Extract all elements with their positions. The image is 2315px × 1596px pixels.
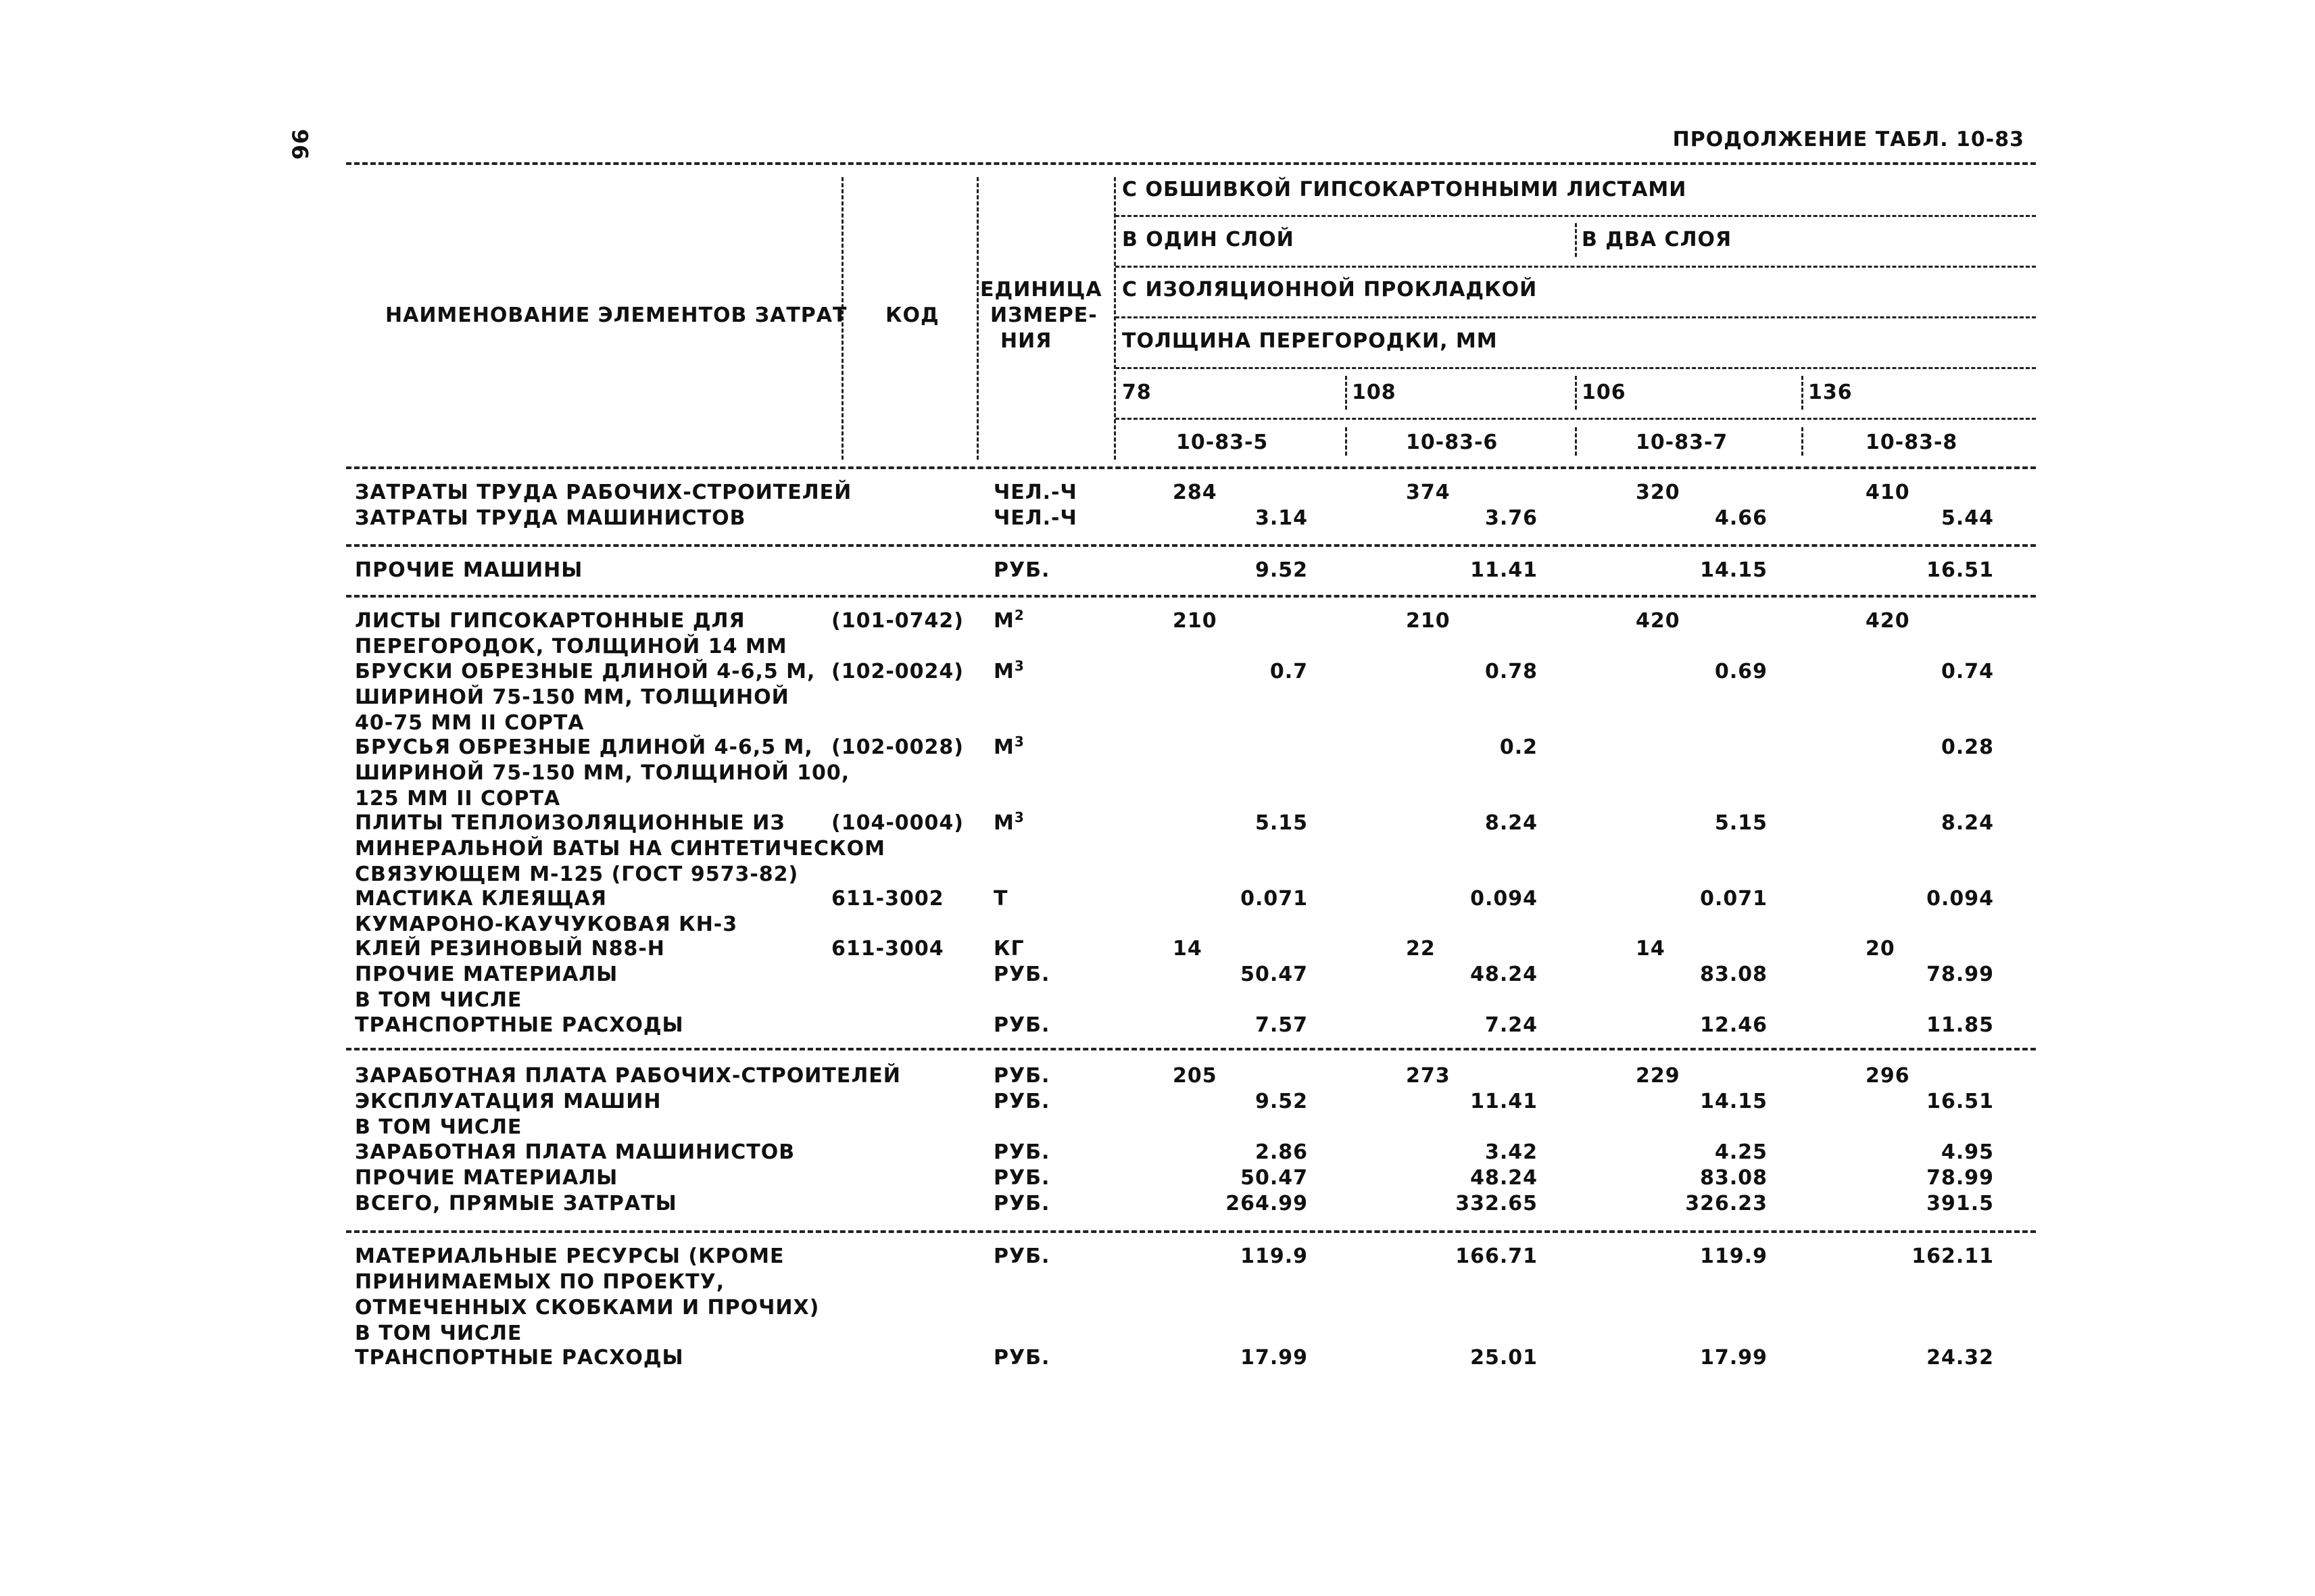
row-value: 0.69 (1714, 660, 1768, 683)
row-value: 0.7 (1269, 660, 1308, 683)
row-value: 0.094 (1926, 887, 1994, 911)
row-value: 119.9 (1240, 1244, 1308, 1268)
row-value: 5.15 (1254, 811, 1308, 835)
row-unit: РУБ. (994, 1192, 1050, 1215)
header-rule (1115, 266, 2036, 268)
header-rule (1115, 418, 2036, 420)
row-value: 48.24 (1470, 963, 1538, 986)
row-value: 14 (1636, 937, 1665, 961)
row-unit: РУБ. (994, 1166, 1050, 1190)
row-value: 20 (1866, 937, 1895, 961)
row-value: 11.85 (1926, 1013, 1994, 1037)
row-value: 14.15 (1700, 1090, 1768, 1113)
row-value: 16.51 (1926, 558, 1994, 582)
row-value: 332.65 (1455, 1192, 1538, 1215)
row-value: 0.071 (1240, 887, 1308, 911)
row-name: ЗАТРАТЫ ТРУДА МАШИНИСТОВ (355, 506, 746, 530)
row-unit: РУБ. (994, 963, 1050, 986)
row-unit: ЧЕЛ.-Ч (994, 481, 1077, 504)
row-value: 0.2 (1499, 735, 1538, 759)
header-unit: ЕДИНИЦА (980, 278, 1102, 301)
row-code: (102-0024) (831, 660, 964, 683)
row-value: 11.41 (1470, 1090, 1538, 1113)
row-name: ПРОЧИЕ МАТЕРИАЛЫ (355, 963, 618, 986)
header-rule (1115, 215, 2036, 217)
row-value: 410 (1866, 481, 1910, 504)
row-value: 326.23 (1685, 1192, 1768, 1215)
row-name: ЭКСПЛУАТАЦИЯ МАШИН (355, 1090, 662, 1113)
column-divider (977, 177, 979, 460)
header-top-rule (346, 162, 2036, 165)
header-code-number: 10-83-6 (1406, 431, 1498, 454)
row-unit: $М^3$ (994, 733, 1025, 759)
row-name: 125 ММ II СОРТА (355, 787, 561, 811)
row-unit: РУБ. (994, 1090, 1050, 1113)
row-value: 0.094 (1470, 887, 1538, 911)
row-value: 166.71 (1455, 1244, 1538, 1268)
row-value: 205 (1173, 1064, 1217, 1088)
row-value: 3.76 (1484, 506, 1538, 530)
row-value: 48.24 (1470, 1166, 1538, 1190)
header-unit: ИЗМЕРЕ- (990, 304, 1098, 327)
row-name: КУМАРОНО-КАУЧУКОВАЯ КН-3 (355, 913, 738, 936)
row-name: ТРАНСПОРТНЫЕ РАСХОДЫ (355, 1346, 684, 1370)
row-value: 0.78 (1484, 660, 1538, 683)
header-rule (1115, 316, 2036, 318)
table-title: ПРОДОЛЖЕНИЕ ТАБЛ. 10-83 (1672, 128, 2024, 151)
row-value: 4.66 (1714, 506, 1768, 530)
row-value: 0.74 (1941, 660, 1994, 683)
row-unit: РУБ. (994, 1346, 1050, 1370)
unit-superscript: 2 (1014, 607, 1025, 623)
row-name: ПЛИТЫ ТЕПЛОИЗОЛЯЦИОННЫЕ ИЗ (355, 811, 785, 835)
row-unit: РУБ. (994, 1140, 1050, 1164)
row-unit: РУБ. (994, 558, 1050, 582)
row-value: 17.99 (1700, 1346, 1768, 1370)
row-value: 17.99 (1240, 1346, 1308, 1370)
row-value: 8.24 (1941, 811, 1994, 835)
row-name: ПРОЧИЕ МАШИНЫ (355, 558, 583, 582)
row-name: В ТОМ ЧИСЛЕ (355, 988, 522, 1012)
row-value: 273 (1406, 1064, 1451, 1088)
row-value: 320 (1636, 481, 1680, 504)
column-divider (1575, 223, 1577, 257)
row-value: 24.32 (1926, 1346, 1994, 1370)
row-name: ПРОЧИЕ МАТЕРИАЛЫ (355, 1166, 618, 1190)
row-value: 284 (1173, 481, 1217, 504)
row-value: 9.52 (1254, 558, 1308, 582)
section-rule (346, 544, 2036, 547)
row-unit: $М^3$ (994, 658, 1025, 683)
section-rule (346, 1048, 2036, 1050)
row-value: 12.46 (1700, 1013, 1768, 1037)
column-divider (1345, 376, 1347, 410)
row-code: (102-0028) (831, 735, 964, 759)
row-value: 4.95 (1941, 1140, 1994, 1164)
column-divider (1801, 427, 1803, 456)
row-value: 5.44 (1941, 506, 1994, 530)
header-unit: НИЯ (1000, 329, 1052, 353)
row-value: 22 (1406, 937, 1436, 961)
row-name: БРУСЬЯ ОБРЕЗНЫЕ ДЛИНОЙ 4-6,5 М, (355, 735, 813, 759)
header-code-number: 10-83-7 (1636, 431, 1728, 454)
header-code-number: 10-83-8 (1866, 431, 1958, 454)
row-value: 119.9 (1700, 1244, 1768, 1268)
row-unit: РУБ. (994, 1013, 1050, 1037)
row-name: ШИРИНОЙ 75-150 ММ, ТОЛЩИНОЙ (355, 685, 789, 709)
unit-superscript: 3 (1014, 658, 1025, 674)
row-value: 78.99 (1926, 963, 1994, 986)
header-bottom-rule (346, 466, 2036, 469)
header-thickness: 136 (1808, 381, 1853, 404)
header-group: ТОЛЩИНА ПЕРЕГОРОДКИ, ММ (1122, 329, 1498, 353)
row-value: 162.11 (1911, 1244, 1994, 1268)
row-name: ЗАРАБОТНАЯ ПЛАТА МАШИНИСТОВ (355, 1140, 796, 1164)
row-code: 611-3002 (831, 887, 944, 911)
row-name: МИНЕРАЛЬНОЙ ВАТЫ НА СИНТЕТИЧЕСКОМ (355, 837, 885, 861)
header-code-number: 10-83-5 (1176, 431, 1269, 454)
row-value: 16.51 (1926, 1090, 1994, 1113)
header-group: С ИЗОЛЯЦИОННОЙ ПРОКЛАДКОЙ (1122, 278, 1538, 301)
row-name: ПРИНИМАЕМЫХ ПО ПРОЕКТУ, (355, 1270, 725, 1294)
row-value: 391.5 (1926, 1192, 1994, 1215)
row-value: 50.47 (1240, 963, 1308, 986)
row-value: 4.25 (1714, 1140, 1768, 1164)
row-name: ОТМЕЧЕННЫХ СКОБКАМИ И ПРОЧИХ) (355, 1296, 820, 1320)
row-name: ВСЕГО, ПРЯМЫЕ ЗАТРАТЫ (355, 1192, 677, 1215)
row-name: ЛИСТЫ ГИПСОКАРТОННЫЕ ДЛЯ (355, 609, 746, 633)
row-value: 83.08 (1700, 1166, 1768, 1190)
row-value: 0.28 (1941, 735, 1994, 759)
row-name: ШИРИНОЙ 75-150 ММ, ТОЛЩИНОЙ 100, (355, 761, 850, 785)
row-value: 3.42 (1484, 1140, 1538, 1164)
header-thickness: 108 (1352, 381, 1396, 404)
row-name: В ТОМ ЧИСЛЕ (355, 1115, 522, 1139)
row-value: 3.14 (1254, 506, 1308, 530)
row-code: 611-3004 (831, 937, 944, 961)
row-name: ЗАТРАТЫ ТРУДА РАБОЧИХ-СТРОИТЕЛЕЙ (355, 481, 852, 504)
header-layer: В ДВА СЛОЯ (1582, 228, 1732, 251)
header-rule (1115, 367, 2036, 369)
row-name: ЗАРАБОТНАЯ ПЛАТА РАБОЧИХ-СТРОИТЕЛЕЙ (355, 1064, 901, 1088)
row-name: КЛЕЙ РЕЗИНОВЫЙ N88-Н (355, 937, 665, 961)
row-unit: $М^2$ (994, 607, 1025, 633)
row-name: БРУСКИ ОБРЕЗНЫЕ ДЛИНОЙ 4-6,5 М, (355, 660, 816, 683)
section-rule (346, 1230, 2036, 1233)
row-unit: РУБ. (994, 1244, 1050, 1268)
header-group: С ОБШИВКОЙ ГИПСОКАРТОННЫМИ ЛИСТАМИ (1122, 178, 1687, 201)
row-value: 420 (1866, 609, 1910, 633)
column-divider (1345, 427, 1347, 456)
unit-superscript: 3 (1014, 809, 1025, 825)
row-value: 50.47 (1240, 1166, 1308, 1190)
row-unit: РУБ. (994, 1064, 1050, 1088)
row-unit: ЧЕЛ.-Ч (994, 506, 1077, 530)
column-divider (1575, 376, 1577, 410)
row-code: (101-0742) (831, 609, 964, 633)
column-divider (1801, 376, 1803, 410)
row-value: 83.08 (1700, 963, 1768, 986)
column-divider (1575, 427, 1577, 456)
row-value: 210 (1406, 609, 1451, 633)
header-thickness: 106 (1582, 381, 1626, 404)
row-value: 210 (1173, 609, 1217, 633)
row-value: 78.99 (1926, 1166, 1994, 1190)
row-value: 2.86 (1254, 1140, 1308, 1164)
row-value: 5.15 (1714, 811, 1768, 835)
header-name: НАИМЕНОВАНИЕ ЭЛЕМЕНТОВ ЗАТРАТ (385, 304, 848, 327)
row-name: МАСТИКА КЛЕЯЩАЯ (355, 887, 607, 911)
header-layer: В ОДИН СЛОЙ (1122, 228, 1294, 251)
row-value: 8.24 (1484, 811, 1538, 835)
row-value: 374 (1406, 481, 1451, 504)
row-name: ПЕРЕГОРОДОК, ТОЛЩИНОЙ 14 ММ (355, 635, 787, 658)
row-name: В ТОМ ЧИСЛЕ (355, 1322, 522, 1345)
row-name: ТРАНСПОРТНЫЕ РАСХОДЫ (355, 1013, 684, 1037)
row-value: 7.24 (1484, 1013, 1538, 1037)
row-name: СВЯЗУЮЩЕМ М-125 (ГОСТ 9573-82) (355, 863, 799, 886)
row-unit: КГ (994, 937, 1025, 961)
row-code: (104-0004) (831, 811, 964, 835)
row-value: 0.071 (1700, 887, 1768, 911)
page-number: 96 (287, 128, 313, 161)
unit-superscript: 3 (1014, 733, 1025, 750)
row-value: 11.41 (1470, 558, 1538, 582)
row-unit: $М^3$ (994, 809, 1025, 835)
row-value: 14 (1173, 937, 1202, 961)
row-value: 420 (1636, 609, 1680, 633)
row-value: 25.01 (1470, 1346, 1538, 1370)
row-value: 264.99 (1225, 1192, 1308, 1215)
header-code: КОД (885, 304, 940, 327)
column-divider (1114, 177, 1116, 460)
row-name: МАТЕРИАЛЬНЫЕ РЕСУРСЫ (КРОМЕ (355, 1244, 785, 1268)
row-value: 14.15 (1700, 558, 1768, 582)
row-unit: Т (994, 887, 1008, 911)
row-value: 9.52 (1254, 1090, 1308, 1113)
row-value: 7.57 (1254, 1013, 1308, 1037)
row-value: 296 (1866, 1064, 1910, 1088)
row-value: 229 (1636, 1064, 1680, 1088)
header-thickness: 78 (1122, 381, 1152, 404)
row-name: 40-75 ММ II СОРТА (355, 711, 585, 735)
section-rule (346, 595, 2036, 598)
